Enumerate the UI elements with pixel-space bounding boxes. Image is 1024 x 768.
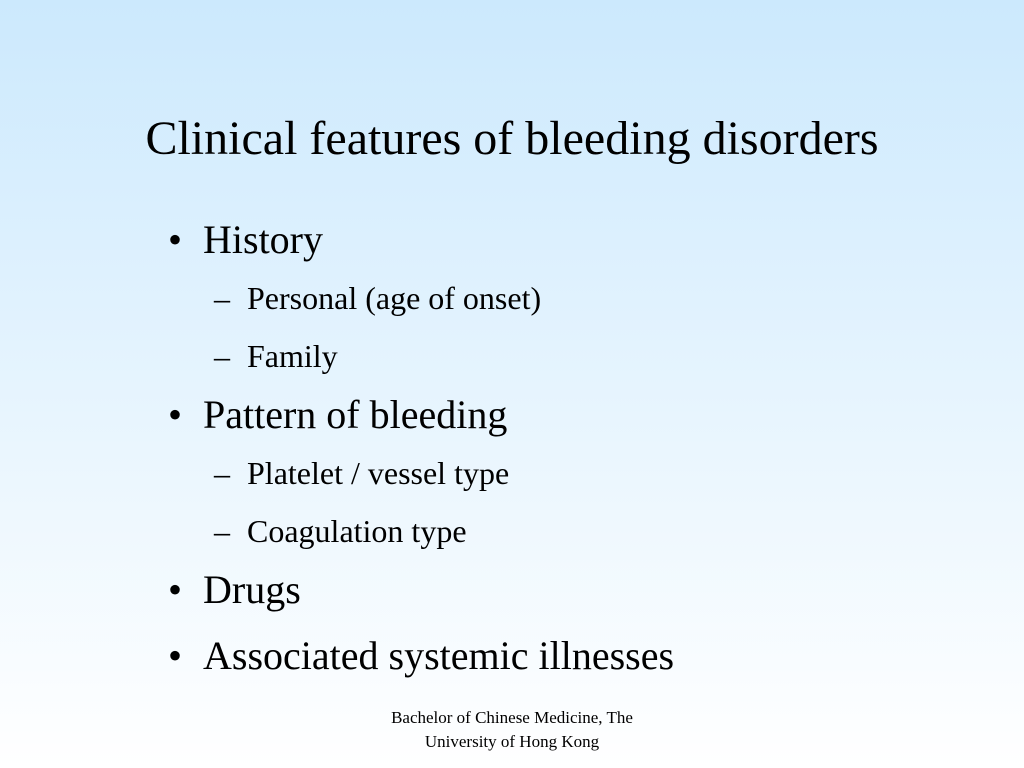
bullet-marker: •	[168, 217, 183, 262]
bullet-text: Associated systemic illnesses	[203, 633, 675, 678]
bullet-text: History	[203, 217, 323, 262]
bullet-associated-illnesses	[160, 629, 960, 683]
sub-item-text: Platelet / vessel type	[247, 455, 510, 491]
sub-list	[203, 276, 960, 378]
bullet-text: Drugs	[203, 567, 301, 612]
sub-item-personal	[203, 276, 960, 320]
bullet-history	[160, 213, 960, 378]
sub-item-family	[203, 334, 960, 378]
sub-marker: –	[214, 455, 230, 491]
bullet-marker: •	[168, 567, 183, 612]
sub-marker: –	[214, 280, 230, 316]
sub-item-text: Personal (age of onset)	[247, 280, 542, 316]
bullet-marker: •	[168, 633, 183, 678]
sub-marker: –	[214, 338, 230, 374]
slide-title: Clinical features of bleeding disorders	[145, 112, 879, 165]
bullet-list	[160, 213, 960, 683]
bullet-marker: •	[168, 392, 183, 437]
sub-item-text: Family	[247, 338, 338, 374]
bullet-pattern-of-bleeding	[160, 388, 960, 553]
bullet-drugs	[160, 563, 960, 617]
sub-item-coagulation	[203, 509, 960, 553]
slide-footer	[352, 706, 672, 754]
sub-item-platelet-vessel	[203, 451, 960, 495]
sub-list	[203, 451, 960, 553]
footer-line-2: University of Hong Kong	[424, 732, 600, 751]
sub-marker: –	[214, 513, 230, 549]
footer-line-1: Bachelor of Chinese Medicine, The	[391, 708, 633, 727]
sub-item-text: Coagulation type	[247, 513, 467, 549]
bullet-text: Pattern of bleeding	[203, 392, 508, 437]
